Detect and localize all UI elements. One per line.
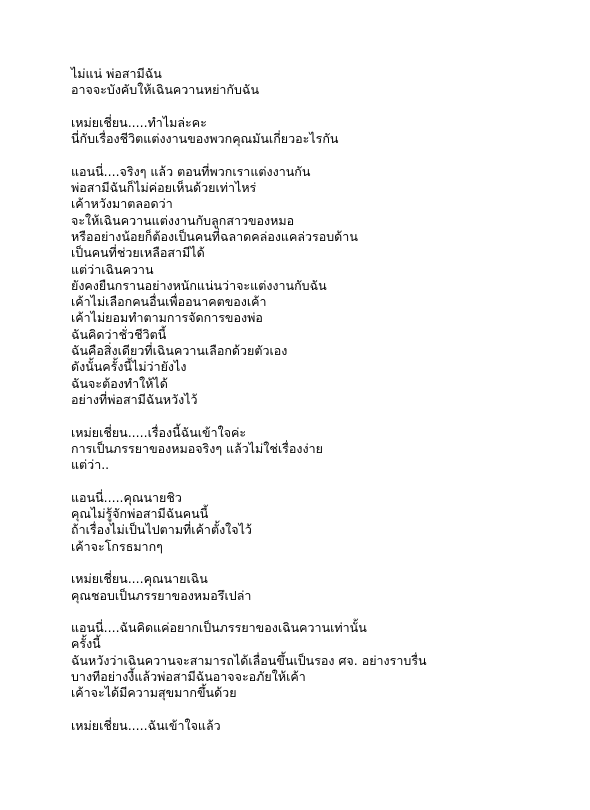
text-line: ฉันหวังว่าเฉินควานจะสามารถได้เลื่อนขึ้นเป็นรอง ศจ. อย่างราบรื่น xyxy=(71,652,427,668)
paragraph xyxy=(71,571,571,604)
text-line: แอนนี่.....คุณนายชิว xyxy=(71,489,182,505)
paragraph-gap xyxy=(71,99,571,115)
text-line: ยังคงยืนกรานอย่างหนักแน่นว่าจะแต่งงานกับฉัน xyxy=(71,277,327,293)
text-line: อาจจะบังคับให้เฉินควานหย่ากับฉัน xyxy=(71,82,259,98)
text-line: จะให้เฉินควานแต่งงานกับลูกสาวของหมอ xyxy=(71,212,295,228)
paragraph xyxy=(71,66,571,99)
text-line: แอนนี่....ฉันคิดแค่อยากเป็นภรรยาของเฉินควานเท่านั้น xyxy=(71,620,367,636)
text-line: เค้าจะได้มีความสุขมากขึ้นด้วย xyxy=(71,685,237,701)
paragraph xyxy=(71,490,571,555)
text-line: ถ้าเรื่องไม่เป็นไปตามที่เค้าตั้งใจไว้ xyxy=(71,522,252,538)
text-line: ฉันจะต้องทำให้ได้ xyxy=(71,375,168,391)
paragraph xyxy=(71,164,571,408)
paragraph xyxy=(71,620,571,701)
text-line: เค้าหวังมาตลอดว่า xyxy=(71,196,173,212)
paragraph xyxy=(71,718,571,734)
document-body xyxy=(71,66,571,734)
text-line: ดังนั้นครั้งนี้ไม่ว่ายังไง xyxy=(71,359,187,375)
text-line: ไม่แน่ พ่อสามีฉัน xyxy=(71,66,162,81)
text-line: พ่อสามีฉันก็ไม่ค่อยเห็นด้วยเท่าไหร่ xyxy=(71,180,257,196)
text-line: บางทีอย่างงี้แล้วพ่อสามีฉันอาจจะอภัยให้เค้า xyxy=(71,668,306,684)
text-line: ฉันคิดว่าชั่วชีวิตนี้ xyxy=(71,326,167,342)
text-line: นี่กับเรื่องชีวิตแต่งงานของพวกคุณมันเกี่ยวอะไรกัน xyxy=(71,131,339,147)
text-line: คุณชอบเป็นภรรยาของหมอรึเปล่า xyxy=(71,587,252,603)
text-line: เค้าจะโกรธมากๆ xyxy=(71,538,163,554)
paragraph-gap xyxy=(71,408,571,424)
paragraph-gap xyxy=(71,555,571,571)
text-line: เหม่ยเชี่ยน....คุณนายเฉิน xyxy=(71,571,208,587)
text-line: เหม่ยเชี่ยน.....ฉันเข้าใจแล้ว xyxy=(71,717,221,733)
text-line: หรืออย่างน้อยก็ต้องเป็นคนที่ฉลาดคล่องแคล่วรอบด้าน xyxy=(71,228,358,244)
text-line: ฉันคือสิ่งเดียวที่เฉินควานเลือกด้วยตัวเอง xyxy=(71,343,288,359)
text-line: แอนนี่....จริงๆ แล้ว ตอนที่พวกเราแต่งงานกัน xyxy=(71,163,311,179)
text-line: แต่ว่าเฉินควาน xyxy=(71,261,154,277)
paragraph xyxy=(71,115,571,148)
text-line: คุณไม่รู้จักพ่อสามีฉันคนนี้ xyxy=(71,506,209,522)
text-line: เค้าไม่เลือกคนอื่นเพื่ออนาคตของเค้า xyxy=(71,294,267,310)
text-line: เค้าไม่ยอมทำตามการจัดการของพ่อ xyxy=(71,310,263,326)
text-line: เหม่ยเชี่ยน.....ทำไมล่ะคะ xyxy=(71,114,207,130)
paragraph-gap xyxy=(71,604,571,620)
text-line: อย่างที่พ่อสามีฉันหวังไว้ xyxy=(71,391,198,407)
text-line: เป็นคนที่ช่วยเหลือสามีได้ xyxy=(71,245,205,261)
paragraph-gap xyxy=(71,473,571,489)
text-line: การเป็นภรรยาของหมอจริงๆ แล้วไม่ใช่เรื่องง่าย xyxy=(71,440,323,456)
paragraph xyxy=(71,425,571,474)
text-line: ครั้งนี้ xyxy=(71,636,101,652)
paragraph-gap xyxy=(71,702,571,718)
paragraph-gap xyxy=(71,147,571,163)
text-line: แต่ว่า.. xyxy=(71,457,110,473)
text-line: เหม่ยเชี่ยน.....เรื่องนี้ฉันเข้าใจค่ะ xyxy=(71,424,247,440)
